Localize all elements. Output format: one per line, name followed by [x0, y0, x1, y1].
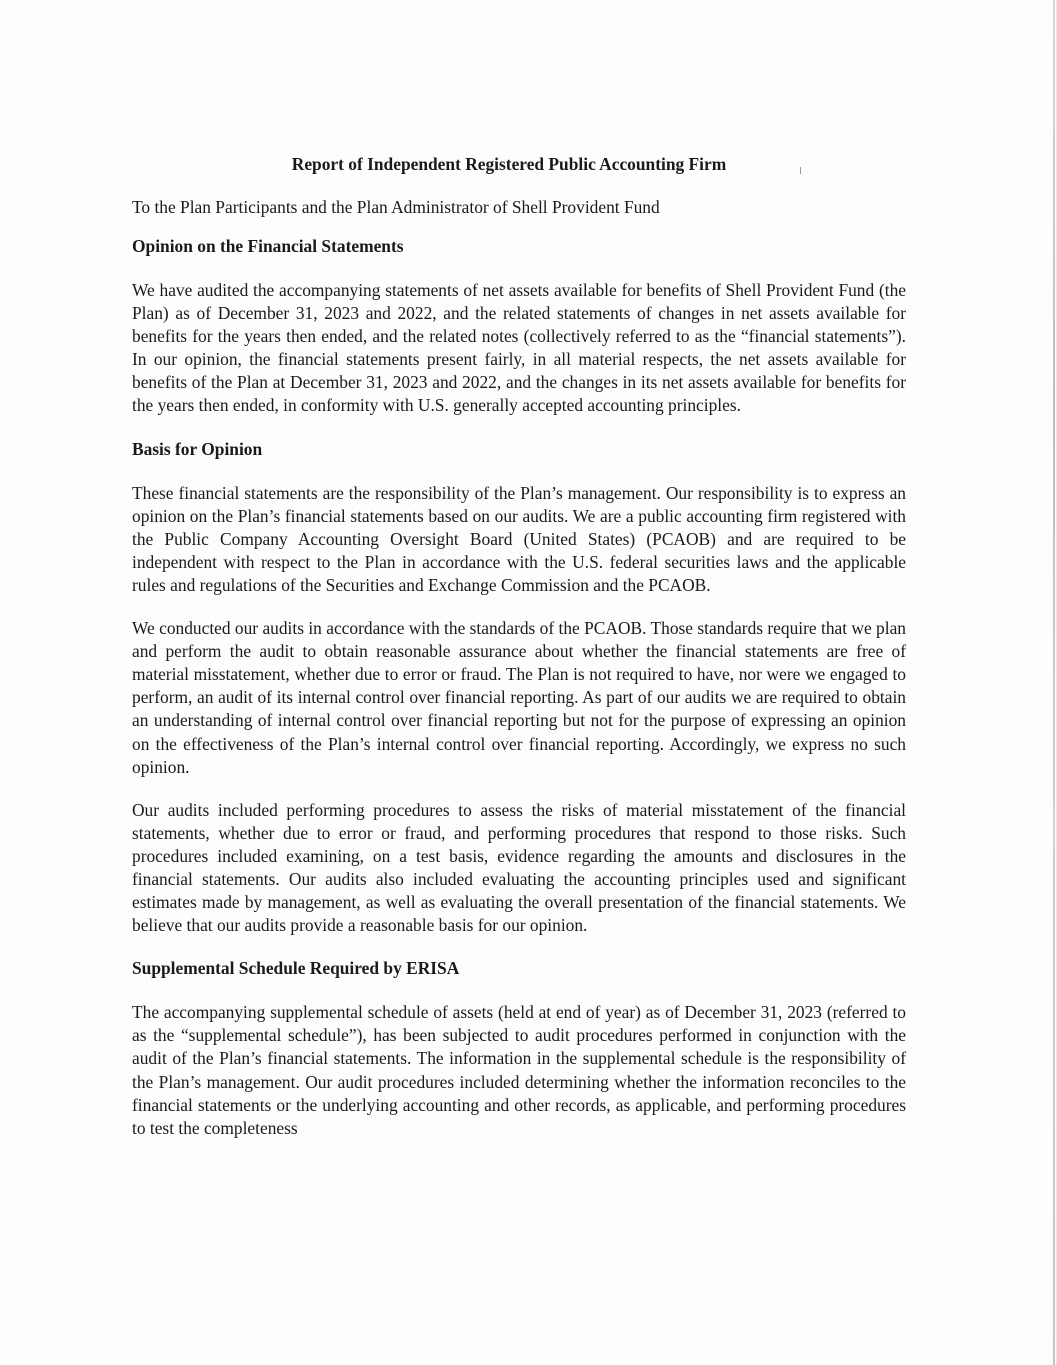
section-supplemental-schedule [132, 957, 906, 1140]
report-addressee: To the Plan Participants and the Plan Administrator of Shell Provident Fund [132, 197, 660, 217]
paragraph: Our audits included performing procedures to assess the risks of material misstatement of the financial statements, whether due to error or fraud, and performing procedures that respond to those risks. Such procedures included examining, on a test basis, evidence regarding the amounts and disclosures in the financial statements. Our audits also included evaluating the accounting principles used and significant estimates made by management, as well as evaluating the overall presentation of the financial statements. We believe that our audits provide a reasonable basis for our opinion. [132, 799, 906, 936]
paragraph: We have audited the accompanying statements of net assets available for benefits of Shell Provident Fund (the Plan) as of December 31, 2023 and 2022, and the related statements of changes in net assets available for benefits for the years then ended, and the related notes (collectively referred to as the “financial statements”). In our opinion, the financial statements present fairly, in all material respects, the net assets available for benefits of the Plan at December 31, 2023 and 2022, and the changes in its net assets available for benefits for the years then ended, in conformity with U.S. generally accepted accounting principles. [132, 280, 906, 416]
paragraph: The accompanying supplemental schedule of assets (held at end of year) as of December 31, 2023 (referred to as the “supplemental schedule”), has been subjected to audit procedures performed in conjunction with the audit of the Plan’s financial statements. The information in the supplemental schedule is the responsibility of the Plan’s management. Our audit procedures included determining whether the information reconciles to the financial statements or the underlying accounting and other records, as applicable, and performing procedures to test the completeness [132, 1002, 906, 1138]
section-heading: Basis for Opinion [132, 438, 263, 459]
paragraph: These financial statements are the responsibility of the Plan’s management. Our responsibility is to express an opinion on the Plan’s financial statements based on our audits. We are a public accounting firm registered with the Public Company Accounting Oversight Board (United States) (PCAOB) and are required to be independent with respect to the Plan in accordance with the U.S. federal securities laws and the applicable rules and regulations of the Securities and Exchange Commission and the PCAOB. [132, 482, 906, 595]
section-opinion [132, 235, 906, 418]
section-basis-for-opinion [132, 438, 906, 938]
report-title: Report of Independent Registered Public Accounting Firm [291, 154, 727, 174]
section-heading: Opinion on the Financial Statements [132, 236, 404, 256]
paragraph: We conducted our audits in accordance with the standards of the PCAOB. Those standards require that we plan and perform the audit to obtain reasonable assurance about whether the financial statements are free of material misstatement, whether due to error or fraud. The Plan is not required to have, nor were we engaged to perform, an audit of its internal control over financial reporting. As part of our audits we are required to obtain an understanding of internal control over financial reporting but not for the purpose of expressing an opinion on the effectiveness of the Plan’s internal control over financial reporting. Accordingly, we express no such opinion. [132, 618, 906, 777]
section-heading: Supplemental Schedule Required by ERISA [132, 958, 460, 979]
report-body [132, 152, 906, 1160]
scan-edge-shadow [1053, 0, 1055, 1365]
